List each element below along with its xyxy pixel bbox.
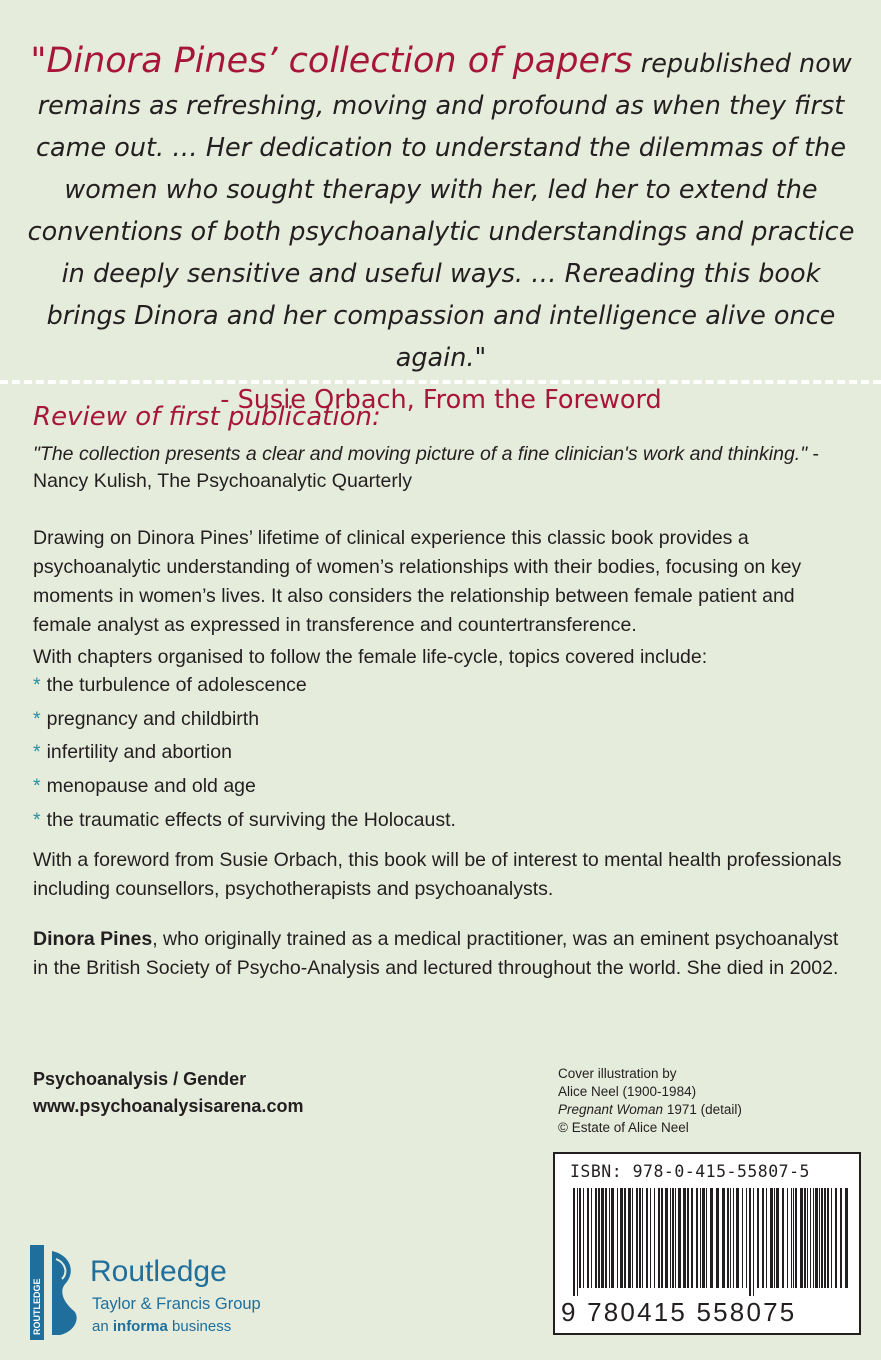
website-link[interactable]: www.psychoanalysisarena.com (33, 1096, 304, 1116)
barcode-bar (678, 1188, 681, 1288)
barcode-bar (573, 1188, 575, 1296)
publisher-name: Routledge (90, 1255, 227, 1288)
barcode-bar (579, 1188, 581, 1288)
barcode-bar (824, 1188, 826, 1288)
barcode-icon (565, 1188, 853, 1296)
cover-quote (20, 40, 862, 421)
barcode-bar (639, 1188, 641, 1288)
barcode-bar (835, 1188, 837, 1288)
asterisk-bullet: * (33, 741, 41, 764)
foreword-note: With a foreword from Susie Orbach, this book will be of interest to mental health professionals including counsellors, psychotherapists and psychoanalysts. (33, 849, 842, 900)
credit-line: Cover illustration by (558, 1066, 677, 1081)
quote-body: republished now remains as refreshing, moving and profound as when they first came out. … Her dedication to understand the dilemmas of the women who sought therapy with her, led her to extend the conventions of both psychoanalytic understandings and practice in deeply sensitive and useful ways. … Rereading this book brings Dinora and her compassion and intelligence alive once again." (27, 49, 855, 373)
author-bio-text: , who originally trained as a medical practitioner, was an eminent psychoanalyst in the British Society of Psycho-Analysis and lectured throughout the world. She died in 2002. (33, 928, 839, 979)
barcode-bar (753, 1188, 754, 1296)
barcode-bar (706, 1188, 707, 1288)
barcode-bar (691, 1188, 693, 1288)
barcode-bar (762, 1188, 764, 1288)
barcode-bar (628, 1188, 631, 1288)
book-description: Drawing on Dinora Pines’ lifetime of clinical experience this classic book provides a psychoanalytic understanding of women’s relationships with their bodies, focusing on key moments in women’s lives. It also considers the relationship between female patient and female analyst as expressed in transference and countertransference. (33, 527, 802, 636)
barcode-bar (742, 1188, 743, 1288)
isbn-label: ISBN: 978-0-415-55807-5 (570, 1162, 810, 1181)
barcode-bar (804, 1188, 806, 1288)
list-item: * the turbulence of adolescence (33, 674, 307, 696)
barcode-bar (598, 1188, 600, 1288)
barcode-bar (658, 1188, 660, 1288)
barcode-bar (795, 1188, 797, 1288)
asterisk-bullet: * (33, 808, 41, 831)
barcode-bar (687, 1188, 689, 1288)
barcode-bar (782, 1188, 784, 1288)
barcode-bar (620, 1188, 623, 1288)
barcode-bar (617, 1188, 618, 1288)
list-item: * infertility and abortion (33, 741, 232, 764)
cover-credit (558, 1065, 742, 1137)
barcode-bar (791, 1188, 792, 1288)
barcode-bar (696, 1188, 698, 1288)
author-name: Dinora Pines (33, 928, 153, 950)
list-item: * menopause and old age (33, 775, 256, 798)
topics-list (33, 670, 456, 838)
subject-block (33, 1066, 303, 1120)
barcode-bar (646, 1188, 648, 1288)
logo-vertical-text: ROUTLEDGE (32, 1278, 42, 1335)
credit-line: Alice Neel (1900-1984) (558, 1084, 697, 1099)
barcode-bar (815, 1188, 818, 1288)
barcode-bar (595, 1188, 597, 1288)
barcode-bar (611, 1188, 614, 1288)
barcode-bar (800, 1188, 803, 1288)
quote-attribution: - Susie Orbach, From the Foreword (220, 385, 662, 415)
barcode-bar (605, 1188, 607, 1288)
barcode-panel (553, 1152, 861, 1335)
barcode-bar (736, 1188, 739, 1288)
credit-line: © Estate of Alice Neel (558, 1120, 689, 1135)
publisher-group: Taylor & Francis Group (92, 1295, 261, 1313)
barcode-bar (675, 1188, 676, 1288)
barcode-bar (727, 1188, 729, 1288)
barcode-bar (636, 1188, 638, 1288)
informa-tagline: an informa business (92, 1318, 232, 1335)
barcode-bar (716, 1188, 719, 1288)
asterisk-bullet: * (33, 707, 41, 730)
routledge-logo-icon (30, 1245, 86, 1340)
barcode-bar (845, 1188, 848, 1288)
barcode-bar (813, 1188, 814, 1288)
barcode-bar (840, 1188, 842, 1288)
barcode-bar (819, 1188, 820, 1288)
barcode-bar (632, 1188, 633, 1288)
barcode-bar (746, 1188, 747, 1288)
review-source: - Nancy Kulish, The Psychoanalytic Quarterly (33, 443, 820, 492)
barcode-bar (665, 1188, 668, 1288)
barcode-bar (700, 1188, 701, 1288)
barcode-bar (587, 1188, 589, 1288)
asterisk-bullet: * (33, 674, 41, 696)
publisher-logo (30, 1245, 290, 1340)
barcode-bar (766, 1188, 767, 1288)
barcode-bar (733, 1188, 734, 1288)
barcode-bar (650, 1188, 651, 1288)
credit-line: Pregnant Woman 1971 (detail) (558, 1102, 742, 1117)
barcode-bar (591, 1188, 592, 1288)
barcode-bar (661, 1188, 663, 1288)
barcode-bar (821, 1188, 823, 1288)
barcode-bar (807, 1188, 808, 1288)
barcode-number: 9 780415 558075 (561, 1297, 797, 1327)
barcode-bar (749, 1188, 751, 1296)
barcode-bar (730, 1188, 731, 1288)
barcode-bar (774, 1188, 775, 1288)
barcode-bar (831, 1188, 832, 1288)
dashed-divider (0, 380, 881, 384)
barcode-bar (583, 1188, 584, 1288)
author-bio (33, 925, 853, 983)
barcode-bar (601, 1188, 604, 1288)
barcode-bar (577, 1188, 578, 1296)
barcode-bar (624, 1188, 626, 1288)
topics-intro: With chapters organised to follow the female life-cycle, topics covered include: (33, 646, 708, 668)
review-heading: Review of first publication: (33, 402, 381, 432)
list-item: * the traumatic effects of surviving the Holocaust. (33, 808, 456, 831)
barcode-bar (776, 1188, 779, 1288)
barcode-bar (770, 1188, 773, 1288)
barcode-bar (654, 1188, 655, 1288)
quote-lead: "Dinora Pines’ collection of papers (30, 41, 633, 81)
barcode-bar (722, 1188, 725, 1288)
review-quote-text: "The collection presents a clear and moving picture of a fine clinician's work and thinking." (33, 443, 808, 465)
subject-category: Psychoanalysis / Gender (33, 1069, 247, 1089)
barcode-bar (710, 1188, 713, 1288)
list-item: * pregnancy and childbirth (33, 707, 260, 730)
barcode-bar (702, 1188, 705, 1288)
barcode-bar (670, 1188, 671, 1288)
barcode-bar (810, 1188, 811, 1288)
barcode-bar (609, 1188, 610, 1288)
barcode-bar (787, 1188, 788, 1288)
barcode-bar (827, 1188, 829, 1288)
barcode-bar (757, 1188, 759, 1288)
barcode-bar (642, 1188, 643, 1288)
barcode-bar (683, 1188, 686, 1288)
barcode-bar (672, 1188, 674, 1288)
artwork-title: Pregnant Woman (558, 1102, 664, 1117)
barcode-bar (793, 1188, 794, 1288)
review-quote (33, 441, 853, 495)
asterisk-bullet: * (33, 775, 41, 798)
